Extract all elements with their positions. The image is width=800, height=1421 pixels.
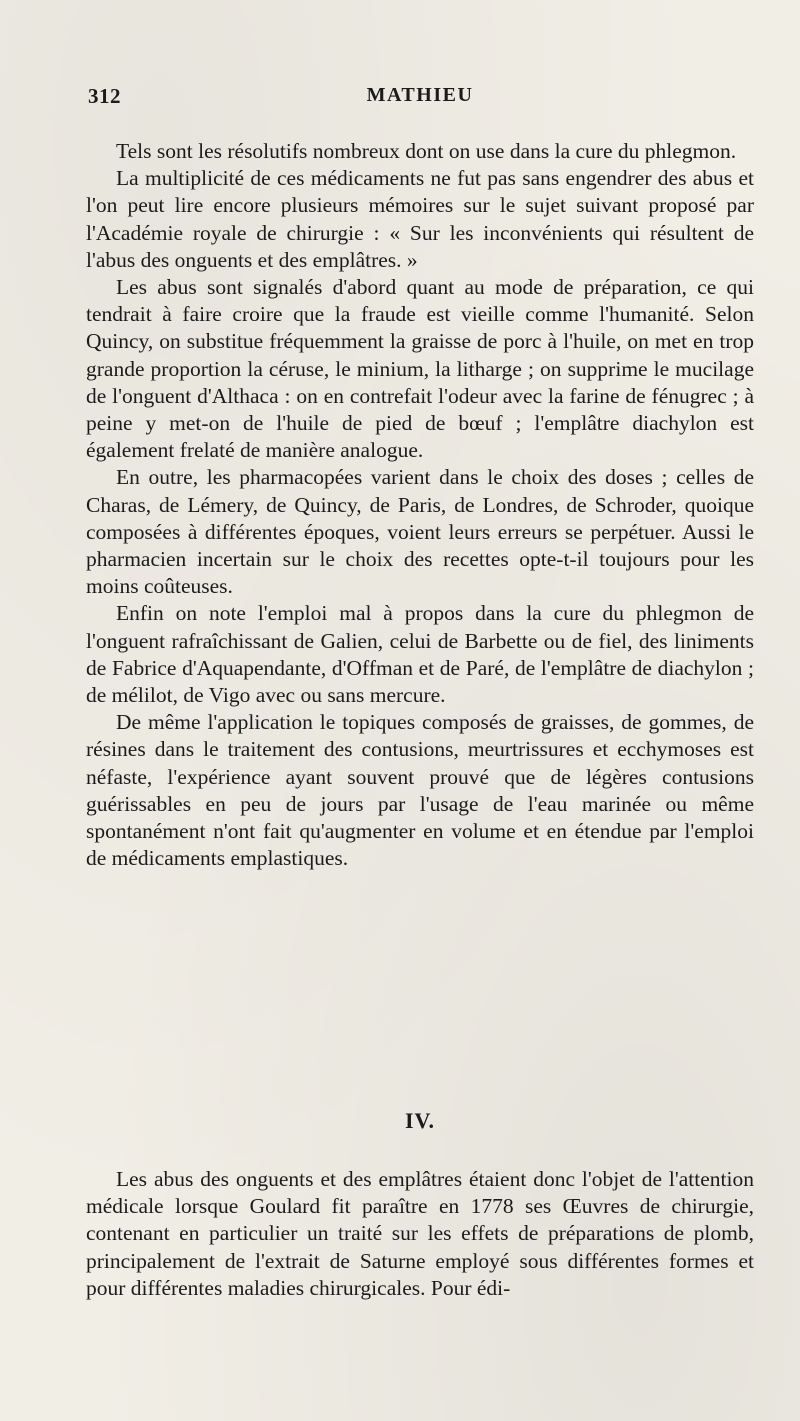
body-text (86, 138, 754, 872)
paragraph: Les abus des onguents et des emplâtres étaient donc l'objet de l'attention médicale lorsque Goulard fit paraître en 1778 ses Œuvres de chirurgie, contenant en particulier un traité sur les effets de préparations de plomb, principalement de l'extrait de Saturne employé sous différentes formes et pour différentes maladies chirurgicales. Pour édi- (86, 1167, 754, 1300)
paragraph: Enfin on note l'emploi mal à propos dans la cure du phlegmon de l'onguent rafraîchissant de Galien, celui de Barbette ou de fiel, des liniments de Fabrice d'Aquapendante, d'Offman et de Paré, de l'emplâtre de diachylon ; de mélilot, de Vigo avec ou sans mercure. (86, 601, 754, 708)
paragraph: La multiplicité de ces médicaments ne fut pas sans engendrer des abus et l'on peut lire encore plusieurs mémoires sur le sujet suivant proposé par l'Académie royale de chirurgie : « Sur les inconvénients qui résultent de l'abus des onguents et des emplâtres. » (86, 166, 754, 272)
paragraph: Tels sont les résolutifs nombreux dont on use dans la cure du phlegmon. (116, 139, 737, 163)
paragraph: Les abus sont signalés d'abord quant au mode de préparation, ce qui tendrait à faire croire que la fraude est vieille comme l'humanité. Selon Quincy, on substitue fréquemment la graisse de porc à l'huile, on met en trop grande proportion la céruse, le minium, la litharge ; on supprime le mucilage de l'onguent d'Althaca : on en contrefait l'odeur avec la farine de fénugrec ; à peine y met-on de l'huile de pied de bœuf ; l'emplâtre diachylon est également frelaté de manière analogue. (86, 275, 754, 463)
page-number: 312 (88, 84, 121, 108)
section-heading: IV. (404, 1108, 436, 1133)
paragraph: De même l'application le topiques composés de graisses, de gommes, de résines dans le traitement des contusions, meurtrissures et ecchymoses est néfaste, l'expérience ayant souvent prouvé que de légères contusions guérissables en peu de jours par l'usage de l'eau marinée ou même spontanément n'ont fait qu'augmenter en volume et en étendue par l'emploi de médicaments emplastiques. (86, 710, 754, 871)
paragraph: En outre, les pharmacopées varient dans le choix des doses ; celles de Charas, de Lémery, de Quincy, de Paris, de Londres, de Schroder, quoique composées à différentes époques, voient leurs erreurs se perpétuer. Aussi le pharmacien incertain sur le choix des recettes opte-t-il toujours pour les moins coûteuses. (86, 465, 754, 599)
running-head: MATHIEU (366, 84, 474, 106)
section-body-text (86, 1166, 754, 1302)
page-header (88, 84, 752, 114)
